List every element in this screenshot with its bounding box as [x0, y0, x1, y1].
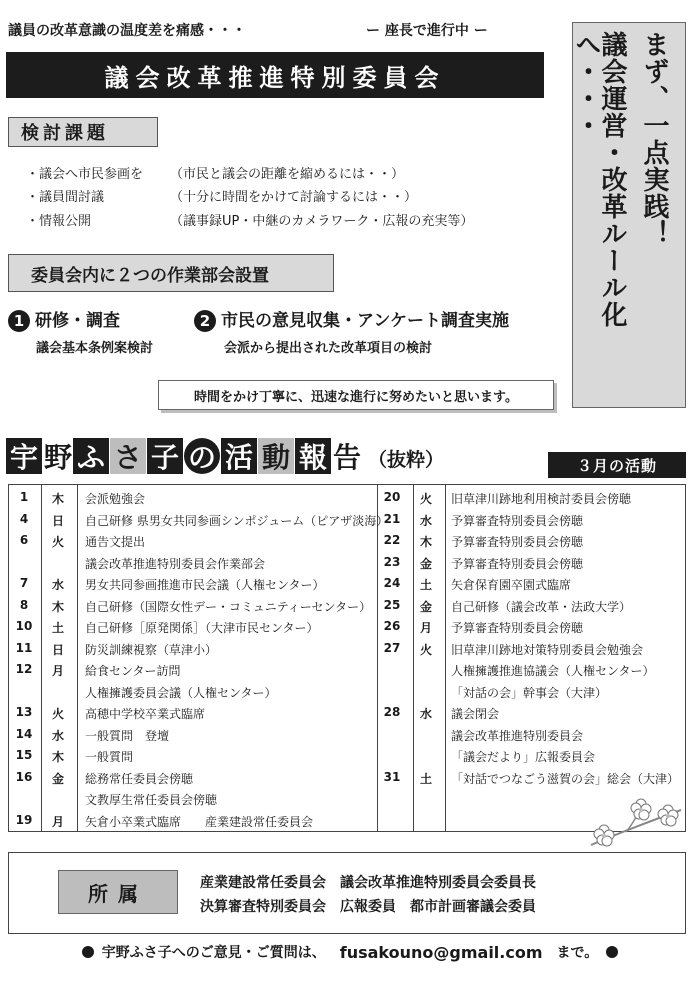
- activity-event: 議会閉会: [451, 707, 500, 721]
- activity-report-title: [6, 436, 444, 476]
- contact-prefix: 宇野ふさ子へのご意見・ご質問は、: [101, 945, 326, 961]
- topic-item: [26, 210, 473, 229]
- activity-event: 一般質問 登壇: [85, 728, 170, 743]
- title-char: 報: [295, 438, 331, 474]
- subcommittee-heading: 委員会内に２つの作業部会設置: [8, 254, 334, 292]
- activity-day: 1: [19, 490, 29, 504]
- activity-day: 8: [19, 597, 29, 612]
- activity-row: [9, 659, 377, 681]
- activity-row: [377, 552, 687, 574]
- activity-weekday: 金: [419, 599, 432, 614]
- activity-weekday: 月: [51, 664, 64, 678]
- activity-row: [9, 509, 389, 531]
- affiliation-label: 所属: [58, 870, 178, 914]
- group-title-text: 市民の意見収集・アンケート調査実施: [221, 311, 509, 331]
- activity-day: 26: [383, 619, 401, 633]
- activity-weekday: 木: [419, 535, 432, 549]
- activity-event: 「対話の会」幹事会（大津）: [451, 685, 608, 700]
- activity-row: [9, 616, 377, 638]
- activity-day: 6: [19, 533, 29, 547]
- activity-event: 「対話でつなごう滋賀の会」総会（大津）: [451, 771, 680, 786]
- activity-event: 議会改革推進特別委員会: [451, 728, 584, 743]
- activity-row: [377, 616, 687, 638]
- activity-event: 自己研修 県男女共同参画シンポジューム（ピアザ淡海）: [85, 513, 389, 528]
- vertical-banner: [572, 22, 686, 408]
- activity-row: [377, 573, 687, 595]
- activity-event: 「議会だより」広報委員会: [451, 750, 596, 764]
- activity-event: 人権擁護委員会議（人権センター）: [85, 685, 277, 700]
- activity-event: 通告文提出: [85, 535, 146, 549]
- title-char: 動: [258, 438, 294, 474]
- topic-name: ・議会へ市民参画を: [26, 167, 144, 182]
- activity-event: 予算審査特別委員会傍聴: [451, 556, 584, 571]
- month-label: ３月の活動: [548, 452, 686, 478]
- activity-event: 防災訓練視察（草津小）: [85, 642, 218, 657]
- activity-day: 24: [383, 576, 401, 590]
- working-group-2-subtitle: 会派から提出された改革項目の検討: [224, 341, 433, 356]
- activity-weekday: 土: [51, 621, 64, 635]
- activity-weekday: 火: [419, 642, 432, 657]
- activity-row: [9, 702, 377, 724]
- title-char: 宇: [6, 438, 42, 474]
- activity-event: 旧草津川跡地利用検討委員会傍聴: [451, 492, 632, 506]
- activity-row: [9, 573, 377, 595]
- activity-day: 31: [383, 769, 401, 784]
- topic-name: ・情報公開: [26, 214, 92, 229]
- activity-event: 旧草津川跡地対策特別委員会勉強会: [451, 642, 644, 657]
- title-char: ふ: [73, 438, 109, 474]
- title-char: 告: [333, 441, 362, 474]
- activity-event: 矢倉保育園卒園式臨席: [451, 578, 572, 592]
- lead-text: 議員の改革意識の温度差を痛感・・・: [8, 23, 246, 39]
- activity-weekday: 土: [419, 578, 432, 592]
- activity-row: [377, 745, 687, 767]
- group-title-text: 研修・調査: [35, 311, 120, 331]
- activity-row: [9, 530, 377, 552]
- topic-detail: （十分に時間をかけて討論するには・・）: [170, 190, 418, 205]
- activity-day: 14: [15, 726, 33, 741]
- activity-day: 16: [15, 769, 33, 784]
- activity-weekday: 日: [51, 513, 64, 528]
- activity-row: [9, 745, 377, 767]
- activity-row: [9, 767, 377, 789]
- activity-weekday: 木: [51, 599, 64, 614]
- activity-event: 矢倉小卒業式臨席 産業建設常任委員会: [85, 814, 314, 829]
- topic-name: ・議員間討議: [26, 190, 105, 205]
- activity-day: 7: [19, 576, 29, 590]
- activity-event: 高穂中学校卒業式臨席: [85, 707, 206, 721]
- activity-day: 21: [383, 511, 401, 526]
- bullet-dot-icon: [82, 946, 94, 958]
- activity-weekday: 木: [51, 492, 64, 506]
- activity-row: [9, 681, 377, 703]
- activity-day: 23: [383, 554, 401, 569]
- activity-weekday: 水: [419, 707, 432, 721]
- activity-event: 男女共同参画推進市民会議（人権センター）: [85, 578, 325, 592]
- activity-weekday: 月: [51, 814, 64, 829]
- activity-row: [9, 724, 377, 746]
- number-badge: 1: [8, 310, 30, 332]
- activity-day: 12: [15, 662, 33, 676]
- activity-day: 28: [383, 705, 401, 719]
- activity-event: 一般質問: [85, 750, 134, 764]
- report-subtitle: （抜粋）: [368, 449, 445, 471]
- activity-row: [9, 788, 377, 810]
- activity-row: [377, 767, 687, 789]
- activity-day: 11: [15, 640, 33, 655]
- topic-item: [26, 163, 404, 182]
- contact-suffix: まで。: [556, 945, 599, 961]
- review-heading: 検討課題: [8, 117, 158, 147]
- activity-weekday: 火: [51, 707, 64, 721]
- activity-row: [377, 638, 687, 660]
- activity-row: [377, 530, 687, 552]
- activity-event: 自己研修（国際女性デー・コミュニティーセンター）: [85, 599, 372, 614]
- activity-weekday: 火: [419, 492, 432, 506]
- contact-line: [0, 942, 700, 962]
- title-char: 活: [221, 438, 257, 474]
- activity-row: [377, 509, 687, 531]
- topic-detail: （議事録UP・中継のカメラワーク・広報の充実等）: [170, 214, 474, 229]
- activity-day: 4: [19, 511, 29, 526]
- activity-row: [377, 595, 687, 617]
- chair-status: ー 座長で進行中 ー: [366, 23, 488, 39]
- activity-weekday: 木: [51, 750, 64, 764]
- topic-item: [26, 186, 417, 205]
- activity-row: [9, 595, 377, 617]
- progress-note: 時間をかけ丁寧に、迅速な進行に努めたいと思います。: [158, 380, 554, 410]
- activity-event: 文教厚生常任委員会傍聴: [85, 793, 218, 807]
- activity-day: 22: [383, 533, 401, 547]
- activity-event: 予算審査特別委員会傍聴: [451, 621, 584, 635]
- banner-line-1: まず、一点実践！: [639, 31, 669, 247]
- contact-email-link[interactable]: fusakouno@gmail.com: [339, 942, 543, 962]
- title-char: 子: [147, 438, 183, 474]
- activity-day: 27: [383, 640, 401, 655]
- activity-event: 給食センター訪問: [85, 664, 181, 678]
- activity-row: [377, 702, 687, 724]
- activity-weekday: 水: [51, 578, 64, 592]
- activity-event: 議会改革推進特別委員会作業部会: [85, 556, 266, 571]
- working-group-2-title: [194, 306, 509, 332]
- activity-day: 13: [15, 705, 33, 719]
- activity-list-left: [9, 487, 389, 831]
- title-chars: [6, 436, 362, 476]
- title-char: の: [184, 438, 220, 474]
- working-group-1-subtitle: 議会基本条例案検討: [36, 341, 154, 356]
- cherry-blossom-illustration: [586, 790, 686, 850]
- activity-row: [377, 659, 687, 681]
- bullet-dot-icon: [606, 946, 618, 958]
- activity-row: [9, 638, 377, 660]
- banner-line-2: 議会運営・改革ルール化へ・・・: [571, 31, 627, 328]
- activity-weekday: 火: [51, 535, 64, 549]
- title-char: 野: [44, 441, 73, 474]
- activity-event: 予算審査特別委員会傍聴: [451, 535, 584, 549]
- activity-event: 会派勉強会: [85, 492, 146, 506]
- topic-detail: （市民と議会の距離を縮めるには・・）: [170, 167, 405, 182]
- activity-event: 自己研修（議会改革・法政大学）: [451, 599, 632, 614]
- activity-row: [377, 681, 687, 703]
- activity-row: [377, 724, 687, 746]
- committee-title: 議会改革推進特別委員会: [6, 52, 544, 98]
- activity-row: [9, 552, 377, 574]
- activity-day: 20: [383, 490, 401, 504]
- activity-event: 総務常任委員会傍聴: [85, 771, 194, 786]
- activity-weekday: 水: [51, 728, 64, 743]
- activity-table: [8, 484, 686, 832]
- activity-weekday: 水: [419, 513, 432, 528]
- activity-weekday: 月: [419, 621, 432, 635]
- activity-list-right: [377, 487, 687, 788]
- activity-day: 15: [15, 748, 33, 762]
- working-group-1-title: [8, 306, 120, 332]
- activity-row: [377, 487, 687, 509]
- activity-event: 人権擁護推進協議会（人権センター）: [451, 664, 655, 678]
- number-badge: 2: [194, 310, 216, 332]
- activity-row: [9, 487, 377, 509]
- activity-event: 予算審査特別委員会傍聴: [451, 513, 584, 528]
- affiliation-line-1: 産業建設常任委員会 議会改革推進特別委員会委員長: [200, 875, 536, 891]
- activity-day: 19: [15, 812, 33, 827]
- activity-weekday: 金: [51, 771, 64, 786]
- activity-event: 自己研修［原発関係］（大津市民センター）: [85, 621, 319, 635]
- activity-weekday: 日: [51, 642, 64, 657]
- affiliation-line-2: 決算審査特別委員会 広報委員 都市計画審議会委員: [200, 899, 536, 915]
- activity-weekday: 土: [419, 771, 432, 786]
- title-char: さ: [110, 438, 146, 474]
- activity-day: 10: [15, 619, 33, 633]
- activity-row: [9, 810, 377, 832]
- activity-weekday: 金: [419, 556, 432, 571]
- activity-day: 25: [383, 597, 401, 612]
